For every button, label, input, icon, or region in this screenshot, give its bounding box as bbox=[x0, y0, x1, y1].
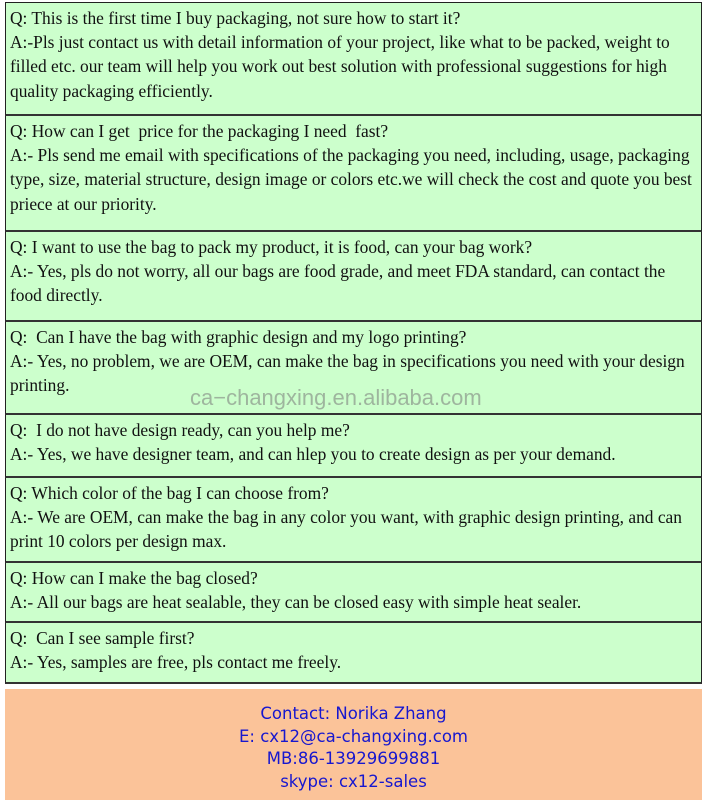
contact-panel bbox=[5, 689, 702, 800]
faq-question: Q: How can I make the bag closed? bbox=[10, 568, 258, 588]
faq-answer: A:- Yes, no problem, we are OEM, can make the bag in specifications you need with your design printing. bbox=[10, 351, 690, 396]
faq-question: Q: I want to use the bag to pack my product, it is food, can your bag work? bbox=[10, 237, 533, 257]
faq-question: Q: How can I get price for the packaging I need fast? bbox=[10, 121, 389, 141]
faq-item bbox=[5, 3, 702, 116]
faq-question: Q: I do not have design ready, can you help me? bbox=[10, 420, 350, 440]
faq-answer: A:-Pls just contact us with detail information of your project, like what to be packed, weight to filled etc. our team will help you work out best solution with professional suggestions for high quality packaging efficiently. bbox=[10, 32, 675, 101]
faq-table bbox=[5, 2, 702, 684]
faq-answer: A:- Yes, we have designer team, and can hlep you to create design as per your demand. bbox=[10, 444, 616, 465]
contact-email: E: cx12@ca-changxing.com bbox=[238, 726, 469, 746]
watermark: ca−changxing.en.alibaba.com bbox=[190, 385, 482, 410]
faq-item bbox=[5, 623, 702, 684]
faq-answer: A:- We are OEM, can make the bag in any color you want, with graphic design printing, and can print 10 colors per design max. bbox=[10, 507, 687, 552]
faq-item bbox=[5, 478, 702, 563]
faq-question: Q: This is the first time I buy packaging, not sure how to start it? bbox=[10, 8, 461, 28]
faq-answer: A:- Yes, pls do not worry, all our bags are food grade, and meet FDA standard, can contact the food directly. bbox=[10, 261, 670, 306]
faq-question: Q: Can I have the bag with graphic design and my logo printing? bbox=[10, 327, 467, 347]
faq-answer: A:- Yes, samples are free, pls contact me freely. bbox=[10, 652, 342, 673]
contact-skype: skype: cx12-sales bbox=[280, 772, 427, 792]
faq-item bbox=[5, 415, 702, 478]
faq-answer: A:- All our bags are heat sealable, they can be closed easy with simple heat sealer. bbox=[10, 592, 582, 613]
faq-item bbox=[5, 232, 702, 322]
contact-name: Contact: Norika Zhang bbox=[260, 704, 447, 723]
faq-question: Q: Which color of the bag I can choose from? bbox=[10, 483, 329, 503]
faq-answer: A:- Pls send me email with specifications of the packaging you need, including, usage, packaging type, size, material structure, design image or colors etc.we will check the cost and quote you best priece at our priority. bbox=[10, 145, 697, 214]
contact-phone: MB:86-13929699881 bbox=[266, 749, 441, 769]
faq-item bbox=[5, 322, 702, 415]
faq-item bbox=[5, 563, 702, 623]
faq-item bbox=[5, 116, 702, 232]
faq-question: Q: Can I see sample first? bbox=[10, 628, 195, 648]
